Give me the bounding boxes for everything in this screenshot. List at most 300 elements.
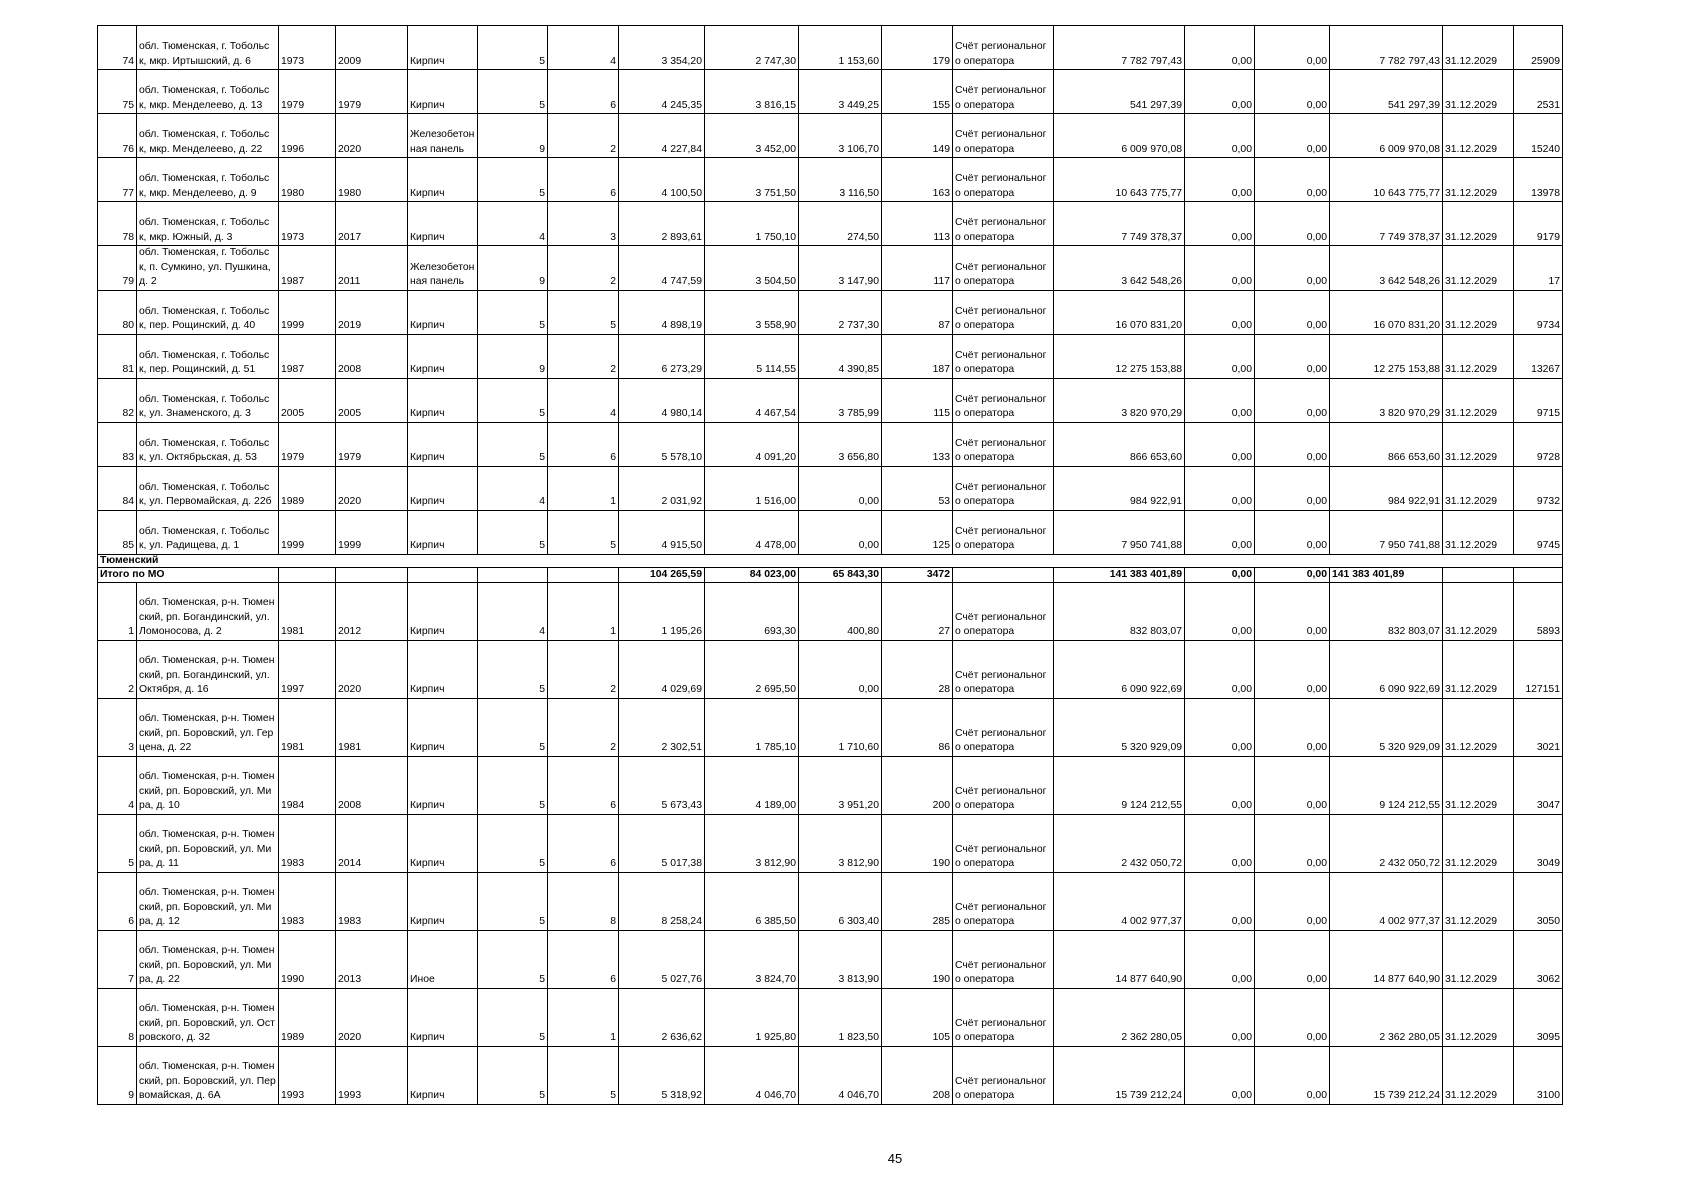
living-area-cell: 0,00: [799, 510, 882, 554]
living-area-cell: 2 737,30: [799, 290, 882, 334]
total-sum-cell: 6 009 970,08: [1330, 114, 1443, 158]
total-area-cell: 6 273,29: [619, 334, 705, 378]
address-cell: обл. Тюменская, г. Тобольск, мкр. Менделеево, д. 22: [137, 114, 279, 158]
fund-account-cell: Счёт регионального оператора: [953, 872, 1054, 930]
repair-cost-cell: 9 124 212,55: [1054, 756, 1185, 814]
living-area-cell: 3 449,25: [799, 70, 882, 114]
total-sum-cell: 984 922,91: [1330, 466, 1443, 510]
floors-cell: 5: [478, 698, 548, 756]
premises-area-cell: 2 695,50: [705, 640, 799, 698]
fund-account-cell: Счёт регионального оператора: [953, 422, 1054, 466]
build-year-cell: 1981: [279, 698, 336, 756]
living-area-cell: 6 303,40: [799, 872, 882, 930]
row-number-cell: 1: [98, 582, 137, 640]
house-id-cell: 9732: [1514, 466, 1563, 510]
repair-cost-cell: 3 820 970,29: [1054, 378, 1185, 422]
living-area-cell: 3 785,99: [799, 378, 882, 422]
row-number-cell: 2: [98, 640, 137, 698]
repair-year-cell: 2020: [336, 114, 408, 158]
total-sum-cell: 2 362 280,05: [1330, 988, 1443, 1046]
house-id-cell: 3095: [1514, 988, 1563, 1046]
total-sum-cell: 7 749 378,37: [1330, 202, 1443, 246]
premises-area-cell: 4 189,00: [705, 756, 799, 814]
entrances-cell: 2: [548, 334, 619, 378]
repair-cost-cell: 14 877 640,90: [1054, 930, 1185, 988]
deadline-date-cell: 31.12.2029: [1443, 378, 1514, 422]
floors-cell: 5: [478, 378, 548, 422]
entrances-cell: 6: [548, 70, 619, 114]
row-number-cell: 77: [98, 158, 137, 202]
build-year-cell: 1987: [279, 334, 336, 378]
table-row: [98, 158, 1563, 202]
deadline-date-cell: 31.12.2029: [1443, 930, 1514, 988]
entrances-cell: 1: [548, 466, 619, 510]
fund-account-cell: Счёт регионального оператора: [953, 378, 1054, 422]
repair-cost-cell: 7 950 741,88: [1054, 510, 1185, 554]
build-year-cell: 1996: [279, 114, 336, 158]
repair-cost-cell: 6 009 970,08: [1054, 114, 1185, 158]
wall-material-cell: Кирпич: [408, 422, 478, 466]
fund-2-cell: 0,00: [1255, 1046, 1330, 1104]
row-number-cell: 76: [98, 114, 137, 158]
entrances-cell: 6: [548, 814, 619, 872]
table-row: [98, 466, 1563, 510]
residents-cell: 155: [882, 70, 953, 114]
total-area-cell: 2 636,62: [619, 988, 705, 1046]
fund-2-cell: 0,00: [1255, 988, 1330, 1046]
table-row: [98, 930, 1563, 988]
fund-2-cell: 0,00: [1255, 26, 1330, 70]
residents-cell: 87: [882, 290, 953, 334]
table-row: [98, 114, 1563, 158]
deadline-date-cell: 31.12.2029: [1443, 510, 1514, 554]
table-row: [98, 756, 1563, 814]
wall-material-cell: Кирпич: [408, 640, 478, 698]
table-row: [98, 422, 1563, 466]
deadline-date-cell: 31.12.2029: [1443, 290, 1514, 334]
fund-account-cell: Счёт регионального оператора: [953, 510, 1054, 554]
living-area-cell: 3 147,90: [799, 246, 882, 291]
living-area-cell: 3 951,20: [799, 756, 882, 814]
address-cell: обл. Тюменская, р-н. Тюменский, рп. Богандинский, ул. Октября, д. 16: [137, 640, 279, 698]
fund-1-cell: 0,00: [1185, 422, 1255, 466]
premises-area-cell: 1 516,00: [705, 466, 799, 510]
total-sum-cell: 2 432 050,72: [1330, 814, 1443, 872]
house-id-cell: 15240: [1514, 114, 1563, 158]
address-cell: обл. Тюменская, г. Тобольск, ул. Октябрьская, д. 53: [137, 422, 279, 466]
house-id-cell: 3049: [1514, 814, 1563, 872]
repair-year-cell: 1981: [336, 698, 408, 756]
fund-account-cell: Счёт регионального оператора: [953, 334, 1054, 378]
house-id-cell: 9179: [1514, 202, 1563, 246]
repair-cost-cell: 3 642 548,26: [1054, 246, 1185, 291]
fund-1-cell: 0,00: [1185, 466, 1255, 510]
floors-cell: 5: [478, 988, 548, 1046]
fund-1-cell: 0,00: [1185, 930, 1255, 988]
fund-account-cell: Счёт регионального оператора: [953, 466, 1054, 510]
table-row: [98, 814, 1563, 872]
address-cell: обл. Тюменская, р-н. Тюменский, рп. Боровский, ул. Герцена, д. 22: [137, 698, 279, 756]
entrances-cell: 2: [548, 114, 619, 158]
house-id-cell: 127151: [1514, 640, 1563, 698]
repair-year-cell: 2009: [336, 26, 408, 70]
repair-cost-cell: 541 297,39: [1054, 70, 1185, 114]
address-cell: обл. Тюменская, г. Тобольск, ул. Радищева, д. 1: [137, 510, 279, 554]
deadline-date-cell: 31.12.2029: [1443, 26, 1514, 70]
fund-account-cell: Счёт регионального оператора: [953, 756, 1054, 814]
build-year-cell: 1979: [279, 70, 336, 114]
entrances-cell: 4: [548, 378, 619, 422]
row-number-cell: 84: [98, 466, 137, 510]
row-number-cell: 78: [98, 202, 137, 246]
total-empty-cell: [953, 567, 1054, 582]
repair-year-cell: 2012: [336, 582, 408, 640]
deadline-date-cell: 31.12.2029: [1443, 114, 1514, 158]
wall-material-cell: Кирпич: [408, 70, 478, 114]
fund-1-cell: 0,00: [1185, 510, 1255, 554]
residents-cell: 105: [882, 988, 953, 1046]
fund-2-cell: 0,00: [1255, 466, 1330, 510]
fund-1-cell: 0,00: [1185, 290, 1255, 334]
premises-area-cell: 3 816,15: [705, 70, 799, 114]
row-number-cell: 3: [98, 698, 137, 756]
repair-cost-cell: 7 749 378,37: [1054, 202, 1185, 246]
total-residents: 3472: [882, 567, 953, 582]
total-sum-cell: 7 950 741,88: [1330, 510, 1443, 554]
row-number-cell: 5: [98, 814, 137, 872]
deadline-date-cell: 31.12.2029: [1443, 756, 1514, 814]
premises-area-cell: 3 812,90: [705, 814, 799, 872]
premises-area-cell: 1 750,10: [705, 202, 799, 246]
living-area-cell: 0,00: [799, 466, 882, 510]
total-area-cell: 4 747,59: [619, 246, 705, 291]
address-cell: обл. Тюменская, г. Тобольск, ул. Знаменского, д. 3: [137, 378, 279, 422]
entrances-cell: 5: [548, 510, 619, 554]
address-cell: обл. Тюменская, р-н. Тюменский, рп. Боровский, ул. Островского, д. 32: [137, 988, 279, 1046]
entrances-cell: 6: [548, 756, 619, 814]
repair-year-cell: 2005: [336, 378, 408, 422]
fund-2-cell: 0,00: [1255, 422, 1330, 466]
total-area-cell: 2 031,92: [619, 466, 705, 510]
repair-cost-cell: 7 782 797,43: [1054, 26, 1185, 70]
repair-year-cell: 1999: [336, 510, 408, 554]
fund-1-cell: 0,00: [1185, 246, 1255, 291]
build-year-cell: 2005: [279, 378, 336, 422]
floors-cell: 5: [478, 756, 548, 814]
row-number-cell: 74: [98, 26, 137, 70]
repair-year-cell: 2019: [336, 290, 408, 334]
entrances-cell: 1: [548, 988, 619, 1046]
floors-cell: 5: [478, 158, 548, 202]
floors-cell: 5: [478, 422, 548, 466]
fund-2-cell: 0,00: [1255, 814, 1330, 872]
entrances-cell: 2: [548, 698, 619, 756]
floors-cell: 5: [478, 930, 548, 988]
table-row: [98, 246, 1563, 291]
fund-1-cell: 0,00: [1185, 698, 1255, 756]
living-area-cell: 1 710,60: [799, 698, 882, 756]
total-area-cell: 5 673,43: [619, 756, 705, 814]
address-cell: обл. Тюменская, г. Тобольск, пер. Рощинский, д. 51: [137, 334, 279, 378]
repair-year-cell: 2008: [336, 334, 408, 378]
residents-cell: 133: [882, 422, 953, 466]
fund-1-cell: 0,00: [1185, 158, 1255, 202]
page-number: 45: [887, 1151, 903, 1166]
deadline-date-cell: 31.12.2029: [1443, 334, 1514, 378]
table-body-tobolsk: [98, 26, 1563, 555]
fund-account-cell: Счёт регионального оператора: [953, 1046, 1054, 1104]
total-area-cell: 3 354,20: [619, 26, 705, 70]
fund-1-cell: 0,00: [1185, 756, 1255, 814]
house-id-cell: 25909: [1514, 26, 1563, 70]
house-id-cell: 9734: [1514, 290, 1563, 334]
fund-1-cell: 0,00: [1185, 1046, 1255, 1104]
total-sum-cell: 4 002 977,37: [1330, 872, 1443, 930]
wall-material-cell: Кирпич: [408, 1046, 478, 1104]
wall-material-cell: Кирпич: [408, 466, 478, 510]
table-row: [98, 378, 1563, 422]
total-area-cell: 1 195,26: [619, 582, 705, 640]
living-area-cell: 1 823,50: [799, 988, 882, 1046]
repair-year-cell: 1993: [336, 1046, 408, 1104]
build-year-cell: 1993: [279, 1046, 336, 1104]
wall-material-cell: Кирпич: [408, 26, 478, 70]
wall-material-cell: Кирпич: [408, 988, 478, 1046]
total-sum-cell: 3 642 548,26: [1330, 246, 1443, 291]
total-area-cell: 4 980,14: [619, 378, 705, 422]
build-year-cell: 1980: [279, 158, 336, 202]
entrances-cell: 6: [548, 158, 619, 202]
floors-cell: 4: [478, 202, 548, 246]
house-id-cell: 2531: [1514, 70, 1563, 114]
total-sum-cell: 6 090 922,69: [1330, 640, 1443, 698]
total-sum-cell: 9 124 212,55: [1330, 756, 1443, 814]
living-area-cell: 274,50: [799, 202, 882, 246]
total-fund-1: 0,00: [1185, 567, 1255, 582]
fund-2-cell: 0,00: [1255, 246, 1330, 291]
row-number-cell: 79: [98, 246, 137, 291]
house-id-cell: 13978: [1514, 158, 1563, 202]
house-id-cell: 3047: [1514, 756, 1563, 814]
fund-account-cell: Счёт регионального оператора: [953, 26, 1054, 70]
premises-area-cell: 1 925,80: [705, 988, 799, 1046]
total-sum-cell: 541 297,39: [1330, 70, 1443, 114]
living-area-cell: 3 106,70: [799, 114, 882, 158]
residents-cell: 190: [882, 814, 953, 872]
fund-2-cell: 0,00: [1255, 582, 1330, 640]
wall-material-cell: Кирпич: [408, 378, 478, 422]
address-cell: обл. Тюменская, г. Тобольск, мкр. Южный, д. 3: [137, 202, 279, 246]
total-sum-cell: 7 782 797,43: [1330, 26, 1443, 70]
build-year-cell: 1989: [279, 466, 336, 510]
residents-cell: 86: [882, 698, 953, 756]
floors-cell: 9: [478, 246, 548, 291]
repair-cost-cell: 4 002 977,37: [1054, 872, 1185, 930]
total-sum-cell: 16 070 831,20: [1330, 290, 1443, 334]
floors-cell: 4: [478, 466, 548, 510]
fund-1-cell: 0,00: [1185, 582, 1255, 640]
total-area-cell: 5 017,38: [619, 814, 705, 872]
repair-cost-cell: 6 090 922,69: [1054, 640, 1185, 698]
row-number-cell: 75: [98, 70, 137, 114]
repair-year-cell: 2014: [336, 814, 408, 872]
build-year-cell: 1973: [279, 26, 336, 70]
total-cost: 141 383 401,89: [1054, 567, 1185, 582]
floors-cell: 5: [478, 290, 548, 334]
table-row: [98, 202, 1563, 246]
residents-cell: 149: [882, 114, 953, 158]
fund-account-cell: Счёт регионального оператора: [953, 988, 1054, 1046]
floors-cell: 5: [478, 872, 548, 930]
premises-area-cell: 693,30: [705, 582, 799, 640]
fund-account-cell: Счёт регионального оператора: [953, 582, 1054, 640]
repair-cost-cell: 16 070 831,20: [1054, 290, 1185, 334]
total-sum-cell: 5 320 929,09: [1330, 698, 1443, 756]
repair-year-cell: 2020: [336, 466, 408, 510]
table-row: [98, 290, 1563, 334]
residents-cell: 125: [882, 510, 953, 554]
repair-year-cell: 2017: [336, 202, 408, 246]
residents-cell: 163: [882, 158, 953, 202]
wall-material-cell: Кирпич: [408, 202, 478, 246]
repair-year-cell: 1979: [336, 70, 408, 114]
fund-account-cell: Счёт регионального оператора: [953, 290, 1054, 334]
premises-area-cell: 2 747,30: [705, 26, 799, 70]
total-sum: 141 383 401,89: [1330, 567, 1443, 582]
residents-cell: 27: [882, 582, 953, 640]
row-number-cell: 4: [98, 756, 137, 814]
total-empty-cell: [1514, 567, 1563, 582]
fund-1-cell: 0,00: [1185, 26, 1255, 70]
repair-cost-cell: 15 739 212,24: [1054, 1046, 1185, 1104]
living-area-cell: 4 390,85: [799, 334, 882, 378]
total-sum-cell: 3 820 970,29: [1330, 378, 1443, 422]
deadline-date-cell: 31.12.2029: [1443, 158, 1514, 202]
repair-cost-cell: 12 275 153,88: [1054, 334, 1185, 378]
fund-1-cell: 0,00: [1185, 640, 1255, 698]
address-cell: обл. Тюменская, р-н. Тюменский, рп. Боровский, ул. Первомайская, д. 6А: [137, 1046, 279, 1104]
deadline-date-cell: 31.12.2029: [1443, 640, 1514, 698]
entrances-cell: 6: [548, 422, 619, 466]
residents-cell: 200: [882, 756, 953, 814]
premises-area-cell: 1 785,10: [705, 698, 799, 756]
total-empty-cell: [548, 567, 619, 582]
floors-cell: 9: [478, 334, 548, 378]
deadline-date-cell: 31.12.2029: [1443, 698, 1514, 756]
total-sum-cell: 12 275 153,88: [1330, 334, 1443, 378]
residents-cell: 28: [882, 640, 953, 698]
total-area-cell: 2 893,61: [619, 202, 705, 246]
table-row: [98, 582, 1563, 640]
entrances-cell: 6: [548, 930, 619, 988]
floors-cell: 5: [478, 1046, 548, 1104]
total-empty-cell: [1443, 567, 1514, 582]
address-cell: обл. Тюменская, г. Тобольск, мкр. Иртышский, д. 6: [137, 26, 279, 70]
house-id-cell: 3050: [1514, 872, 1563, 930]
residents-cell: 208: [882, 1046, 953, 1104]
fund-1-cell: 0,00: [1185, 70, 1255, 114]
residents-cell: 115: [882, 378, 953, 422]
total-empty-cell: [336, 567, 408, 582]
total-empty-cell: [408, 567, 478, 582]
total-empty-cell: [279, 567, 336, 582]
total-area-cell: 2 302,51: [619, 698, 705, 756]
repair-cost-cell: 2 362 280,05: [1054, 988, 1185, 1046]
total-area-cell: 8 258,24: [619, 872, 705, 930]
table-row: [98, 26, 1563, 70]
total-sum-cell: 14 877 640,90: [1330, 930, 1443, 988]
total-label: Итого по МО: [98, 567, 279, 582]
floors-cell: 5: [478, 814, 548, 872]
fund-account-cell: Счёт регионального оператора: [953, 158, 1054, 202]
entrances-cell: 4: [548, 26, 619, 70]
house-id-cell: 17: [1514, 246, 1563, 291]
residents-cell: 187: [882, 334, 953, 378]
deadline-date-cell: 31.12.2029: [1443, 202, 1514, 246]
total-area-cell: 5 318,92: [619, 1046, 705, 1104]
fund-account-cell: Счёт регионального оператора: [953, 640, 1054, 698]
entrances-cell: 2: [548, 246, 619, 291]
house-id-cell: 3062: [1514, 930, 1563, 988]
deadline-date-cell: 31.12.2029: [1443, 246, 1514, 291]
repair-year-cell: 2008: [336, 756, 408, 814]
total-area-cell: 4 227,84: [619, 114, 705, 158]
deadline-date-cell: 31.12.2029: [1443, 422, 1514, 466]
premises-area-cell: 4 478,00: [705, 510, 799, 554]
repair-cost-cell: 2 432 050,72: [1054, 814, 1185, 872]
fund-1-cell: 0,00: [1185, 202, 1255, 246]
repair-year-cell: 1980: [336, 158, 408, 202]
house-id-cell: 3100: [1514, 1046, 1563, 1104]
table-row: [98, 640, 1563, 698]
floors-cell: 5: [478, 70, 548, 114]
fund-2-cell: 0,00: [1255, 334, 1330, 378]
residents-cell: 113: [882, 202, 953, 246]
address-cell: обл. Тюменская, р-н. Тюменский, рп. Боровский, ул. Мира, д. 10: [137, 756, 279, 814]
wall-material-cell: Кирпич: [408, 158, 478, 202]
living-area-cell: 3 656,80: [799, 422, 882, 466]
wall-material-cell: Кирпич: [408, 756, 478, 814]
build-year-cell: 1987: [279, 246, 336, 291]
fund-account-cell: Счёт регионального оператора: [953, 70, 1054, 114]
total-area-living: 65 843,30: [799, 567, 882, 582]
premises-area-cell: 5 114,55: [705, 334, 799, 378]
wall-material-cell: Кирпич: [408, 582, 478, 640]
premises-area-cell: 6 385,50: [705, 872, 799, 930]
table-row: [98, 872, 1563, 930]
build-year-cell: 1981: [279, 582, 336, 640]
fund-2-cell: 0,00: [1255, 378, 1330, 422]
table-row: [98, 698, 1563, 756]
address-cell: обл. Тюменская, р-н. Тюменский, рп. Боровский, ул. Мира, д. 12: [137, 872, 279, 930]
build-year-cell: 1990: [279, 930, 336, 988]
repair-year-cell: 2013: [336, 930, 408, 988]
wall-material-cell: Кирпич: [408, 334, 478, 378]
premises-area-cell: 3 504,50: [705, 246, 799, 291]
total-sum-cell: 15 739 212,24: [1330, 1046, 1443, 1104]
row-number-cell: 6: [98, 872, 137, 930]
fund-1-cell: 0,00: [1185, 378, 1255, 422]
total-area-cell: 4 100,50: [619, 158, 705, 202]
premises-area-cell: 3 751,50: [705, 158, 799, 202]
floors-cell: 5: [478, 26, 548, 70]
fund-2-cell: 0,00: [1255, 202, 1330, 246]
floors-cell: 5: [478, 640, 548, 698]
wall-material-cell: Кирпич: [408, 698, 478, 756]
row-number-cell: 82: [98, 378, 137, 422]
fund-2-cell: 0,00: [1255, 640, 1330, 698]
living-area-cell: 1 153,60: [799, 26, 882, 70]
